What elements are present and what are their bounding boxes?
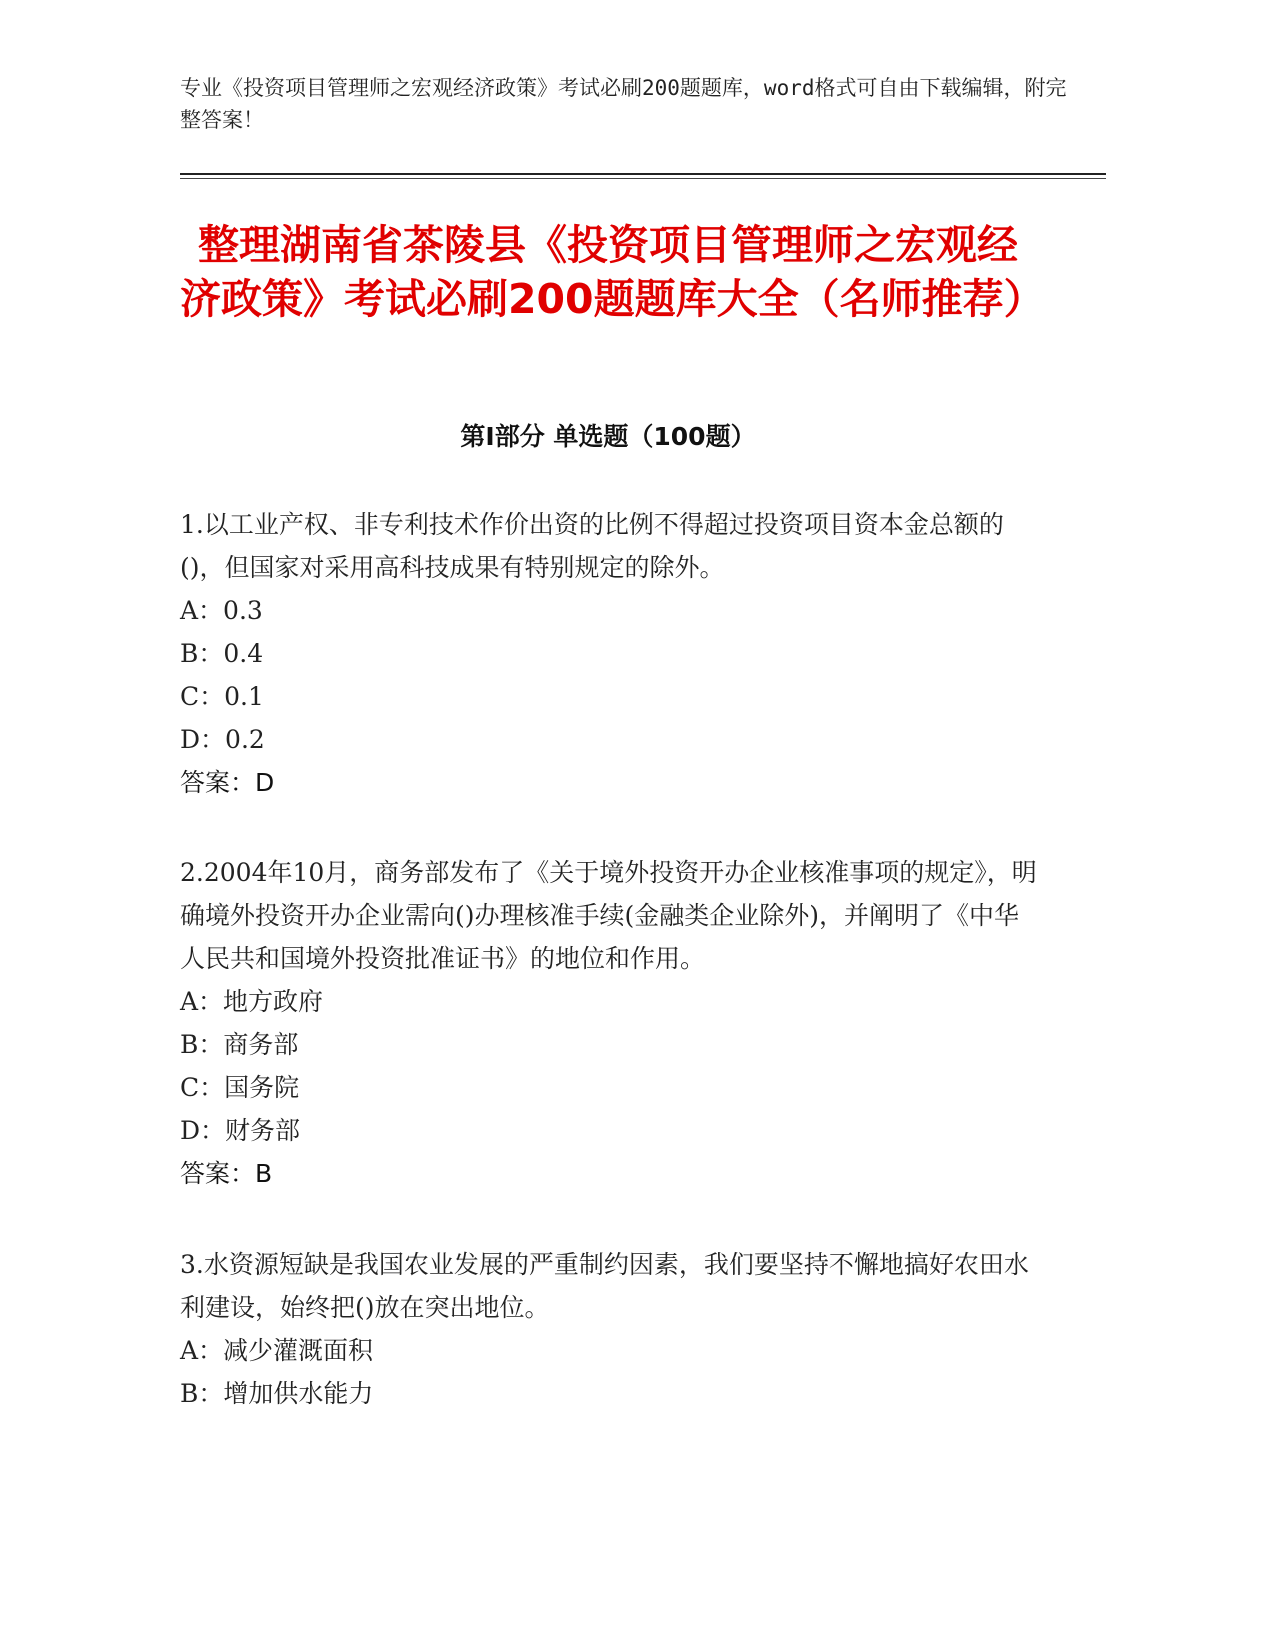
answer: 答案：B <box>180 1159 273 1188</box>
section-heading: 第I部分 单选题（100题） <box>460 422 756 451</box>
answer: 答案：D <box>180 768 275 797</box>
header-divider-thick <box>180 173 1106 175</box>
option-c: C：0.1 <box>180 682 264 711</box>
question-stem: 1.以工业产权、非专利技术作价出资的比例不得超过投资项目资本金总额的()，但国家对采用高科技成果有特别规定的除外。 <box>180 510 1004 582</box>
question-3 <box>180 1243 1040 1415</box>
question-1 <box>180 503 1040 804</box>
question-stem: 3.水资源短缺是我国农业发展的严重制约因素，我们要坚持不懈地搞好农田水利建设，始终把()放在突出地位。 <box>180 1250 1029 1322</box>
option-a: A：0.3 <box>180 596 263 625</box>
question-stem: 2.2004年10月，商务部发布了《关于境外投资开办企业核准事项的规定》，明确境外投资开办企业需向()办理核准手续(金融类企业除外)，并阐明了《中华人民共和国境外投资批准证书》的地位和作用。 <box>180 858 1037 973</box>
option-d: D：0.2 <box>180 725 265 754</box>
header-divider-thin <box>180 178 1106 179</box>
option-c: C：国务院 <box>180 1073 300 1102</box>
option-a: A：减少灌溉面积 <box>180 1336 374 1365</box>
document-title: 整理湖南省茶陵县《投资项目管理师之宏观经济政策》考试必刷200题题库大全（名师推荐） <box>180 221 1045 323</box>
header-note: 专业《投资项目管理师之宏观经济政策》考试必刷200题题库，word格式可自由下载编辑，附完整答案！ <box>180 76 1067 132</box>
option-b: B：商务部 <box>180 1030 299 1059</box>
option-b: B：0.4 <box>180 639 264 668</box>
option-d: D：财务部 <box>180 1116 301 1145</box>
question-2 <box>180 851 1040 1195</box>
option-a: A：地方政府 <box>180 987 324 1016</box>
option-b: B：增加供水能力 <box>180 1379 374 1408</box>
